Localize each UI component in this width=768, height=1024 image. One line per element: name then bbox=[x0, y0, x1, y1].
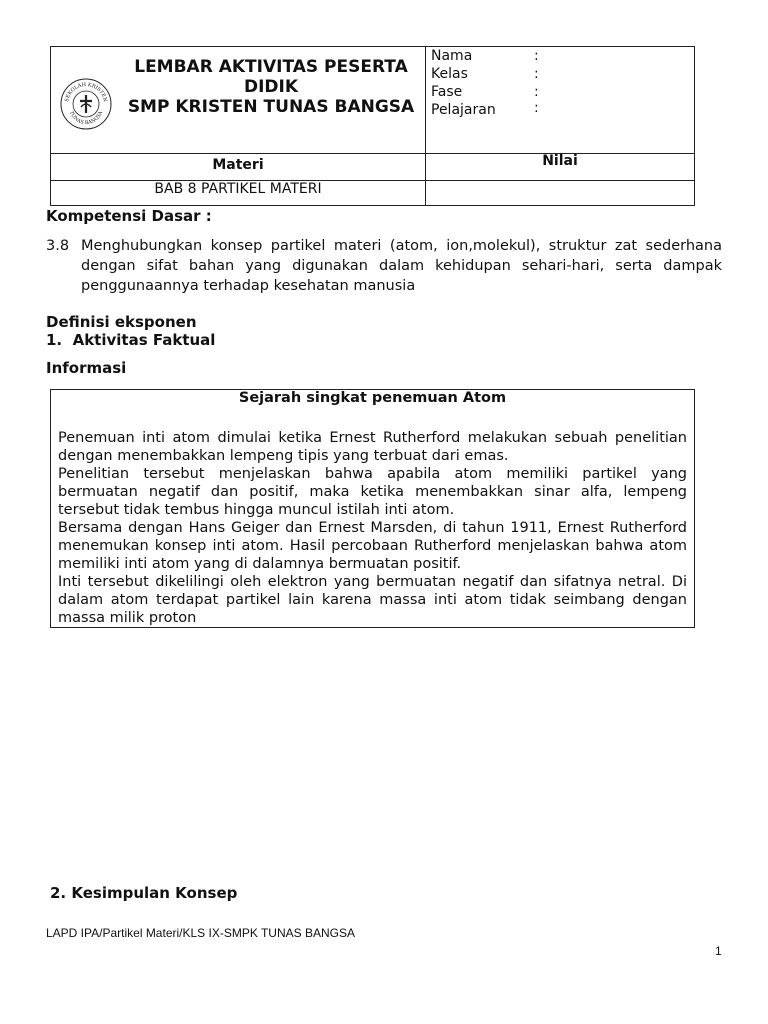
materi-value: BAB 8 PARTIKEL MATERI bbox=[154, 181, 322, 197]
school-logo bbox=[59, 77, 113, 131]
info-paragraph: Penemuan inti atom dimulai ketika Ernest Rutherford melakukan sebuah penelitian dengan menembakkan lempeng tipis yang terbuat dari emas. bbox=[58, 430, 687, 464]
title-line-1: LEMBAR AKTIVITAS PESERTA DIDIK bbox=[134, 57, 408, 97]
header-table bbox=[50, 46, 695, 206]
nilai-header: Nilai bbox=[542, 153, 578, 169]
school-title bbox=[121, 57, 421, 117]
kompetensi-text: Menghubungkan konsep partikel materi (atom, ion,molekul), struktur zat sederhana dengan sifat bahan yang digunakan dalam kehidupan sehari-hari, serta dampak penggunaannya terhadap kesehatan manusia bbox=[81, 238, 722, 294]
info-box bbox=[50, 389, 695, 628]
aktivitas-heading: 1. Aktivitas Faktual bbox=[46, 331, 216, 349]
kompetensi-number: 3.8 bbox=[46, 238, 70, 254]
info-paragraph: Bersama dengan Hans Geiger dan Ernest Marsden, di tahun 1911, Ernest Rutherford menemukan konsep inti atom. Hasil percobaan Rutherford menjelaskan bahwa atom memiliki inti atom yang di dalamnya bermuatan positif. bbox=[58, 520, 687, 572]
info-paragraph: Penelitian tersebut menjelaskan bahwa apabila atom memiliki partikel yang bermuatan negatif dan positif, maka ketika menembakkan sinar alfa, lempeng tersebut tidak tembus hingga muncul istilah inti atom. bbox=[58, 466, 687, 518]
table-divider bbox=[425, 47, 426, 205]
info-box-title: Sejarah singkat penemuan Atom bbox=[238, 390, 507, 406]
field-nama-colon: : bbox=[534, 48, 539, 64]
informasi-heading: Informasi bbox=[46, 359, 127, 377]
info-paragraph: Inti tersebut dikelilingi oleh elektron yang bermuatan negatif dan sifatnya netral. Di dalam atom terdapat partikel lain karena massa inti atom tidak seimbang dengan massa milik proton bbox=[58, 574, 687, 626]
field-fase-colon: : bbox=[534, 84, 539, 100]
materi-header: Materi bbox=[212, 157, 264, 173]
page-number: 1 bbox=[715, 944, 722, 958]
kesimpulan-heading: 2. Kesimpulan Konsep bbox=[50, 884, 238, 902]
field-kelas-colon: : bbox=[534, 66, 539, 82]
logo-text-top: SEKOLAH KRISTEN bbox=[64, 81, 108, 103]
kompetensi-heading: Kompetensi Dasar : bbox=[46, 207, 212, 225]
title-line-2: SMP KRISTEN TUNAS BANGSA bbox=[127, 97, 415, 117]
page-footer: LAPD IPA/Partikel Materi/KLS IX-SMPK TUNAS BANGSA bbox=[46, 926, 355, 940]
info-box-text bbox=[58, 429, 687, 627]
logo-text-bottom: TUNAS BANGSA bbox=[67, 110, 105, 127]
definisi-heading: Definisi eksponen bbox=[46, 313, 197, 331]
field-nama-label: Nama bbox=[431, 48, 473, 64]
field-kelas-label: Kelas bbox=[431, 66, 468, 82]
field-fase-label: Fase bbox=[431, 84, 463, 100]
field-pelajaran-colon: : bbox=[534, 100, 539, 116]
field-pelajaran-label: Pelajaran bbox=[431, 102, 496, 118]
